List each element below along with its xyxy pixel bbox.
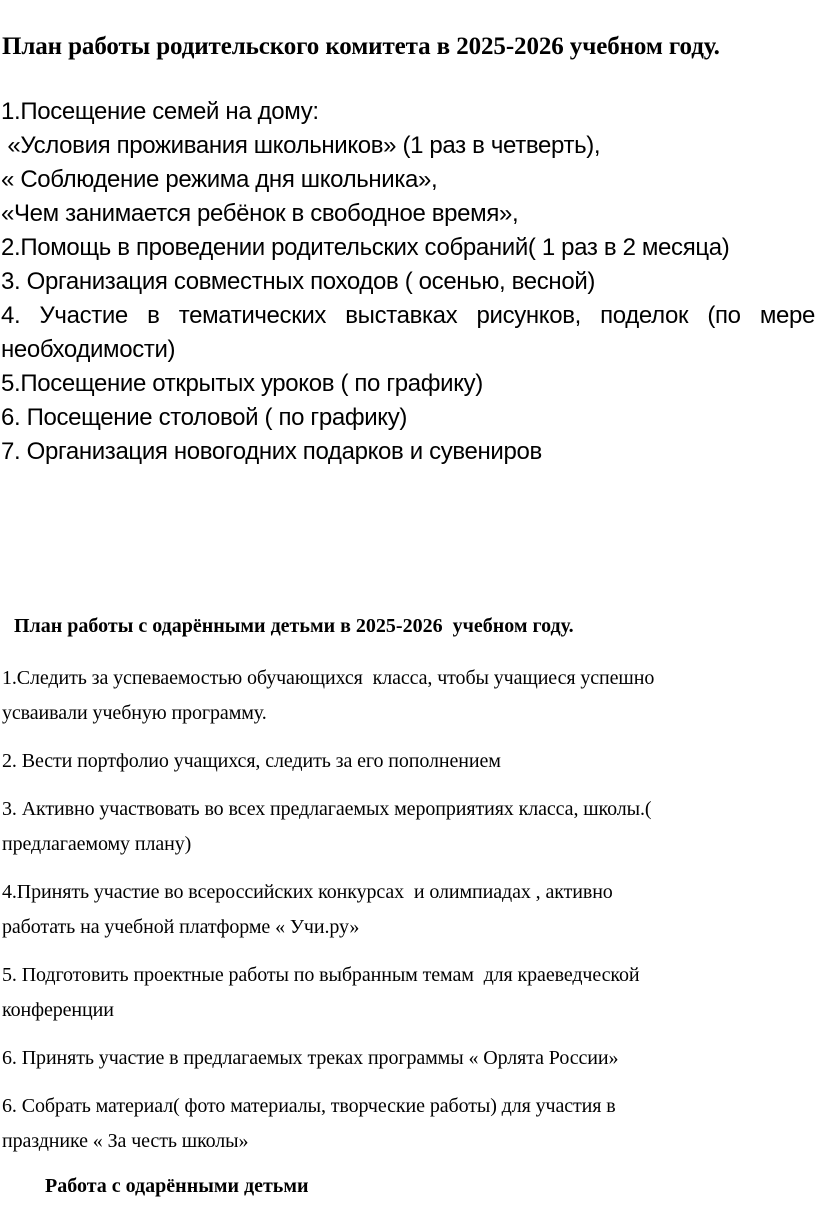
list-item-line: празднике « За честь школы» — [2, 1130, 249, 1152]
list-item: « Соблюдение режима дня школьника», — [1, 166, 438, 193]
list-item: 5.Посещение открытых уроков ( по графику) — [1, 370, 483, 397]
list-item-line: работать на учебной платформе « Учи.ру» — [2, 916, 360, 938]
gifted-plan-list — [2, 661, 814, 1172]
gifted-plan-title: План работы с одарёнными детьми в 2025-2026 учебном году. — [14, 615, 574, 637]
list-item-line: предлагаемому плану) — [2, 833, 192, 855]
list-item — [2, 1089, 814, 1159]
list-item-line: усваивали учебную программу. — [2, 702, 267, 724]
list-item: необходимости) — [1, 336, 176, 363]
list-item-line: 4.Принять участие во всероссийских конкурсах и олимпиадах , активно — [2, 881, 613, 903]
list-item — [2, 958, 814, 1028]
list-item-line: 6. Собрать материал( фото материалы, творческие работы) для участия в — [2, 1095, 616, 1117]
list-item-line: 1.Следить за успеваемостью обучающихся класса, чтобы учащиеся успешно — [2, 667, 655, 689]
parents-plan-title: План работы родительского комитета в 2025-2026 учебном году. — [2, 33, 720, 60]
gifted-work-title: Работа с одарёнными детьми — [45, 1175, 309, 1197]
list-item: 4. Участие в тематических выставках рисунков, поделок (по мере — [1, 302, 815, 329]
list-item — [2, 661, 814, 731]
list-item: «Чем занимается ребёнок в свободное время», — [1, 200, 519, 227]
list-item-line: 3. Активно участвовать во всех предлагаемых мероприятиях класса, школы.( — [2, 798, 652, 820]
list-item: 3. Организация совместных походов ( осенью, весной) — [1, 268, 596, 295]
list-item-line: 6. Принять участие в предлагаемых треках программы « Орлята России» — [2, 1047, 619, 1069]
list-item-line: 5. Подготовить проектные работы по выбранным темам для краеведческой — [2, 964, 640, 986]
list-item: 6. Посещение столовой ( по графику) — [1, 404, 407, 431]
list-item: «Условия проживания школьников» (1 раз в четверть), — [1, 132, 601, 159]
parents-plan-list — [1, 95, 815, 469]
list-item — [2, 744, 814, 779]
list-item: 1.Посещение семей на дому: — [1, 98, 319, 125]
list-item — [2, 875, 814, 945]
list-item — [2, 1041, 814, 1076]
list-item: 2.Помощь в проведении родительских собраний( 1 раз в 2 месяца) — [1, 234, 730, 261]
list-item — [2, 792, 814, 862]
list-item-line: конференции — [2, 999, 114, 1021]
list-item-line: 2. Вести портфолио учащихся, следить за его пополнением — [2, 750, 501, 772]
list-item: 7. Организация новогодних подарков и сувениров — [1, 438, 542, 465]
